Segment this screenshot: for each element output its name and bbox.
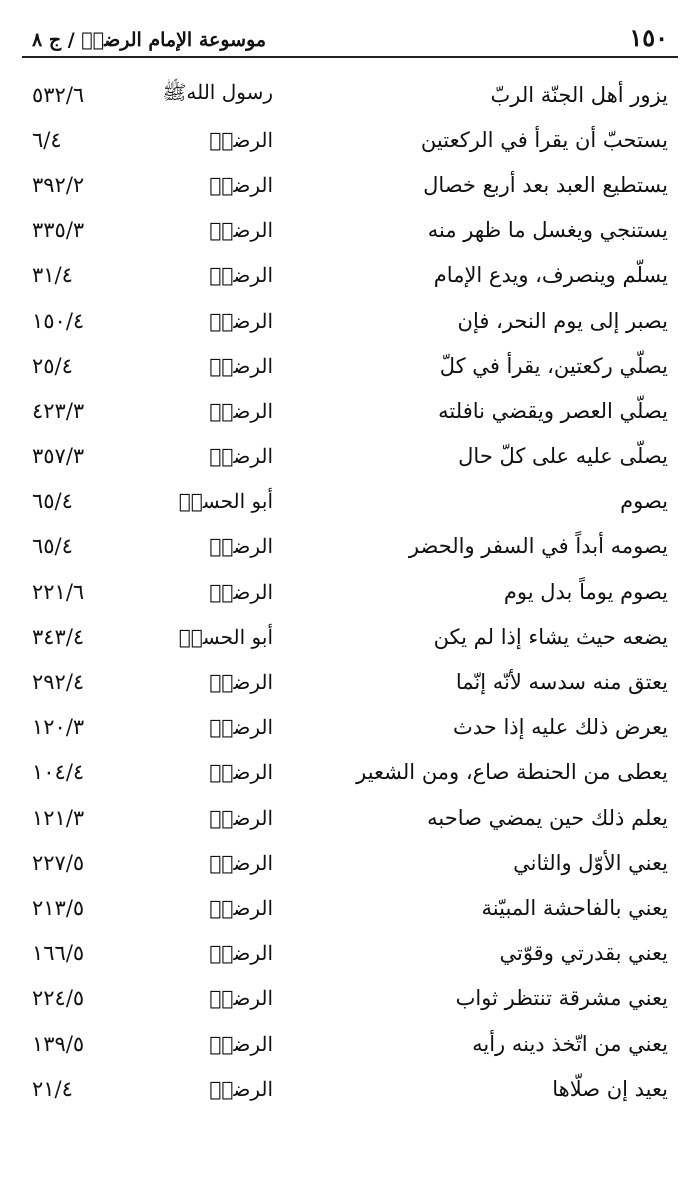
- entry-speaker: الرضاؑ: [209, 1031, 273, 1056]
- list-item: [22, 1066, 678, 1111]
- entry-reference: ٢٢٧/٥: [32, 850, 85, 875]
- running-title: موسوعة الإمام الرضاؑ / ج ٨: [32, 29, 267, 51]
- page-header: [22, 22, 678, 58]
- list-item: [22, 208, 678, 253]
- entry-text: يعني بالفاحشة المبيّنة: [481, 895, 668, 920]
- entry-speaker: الرضاؑ: [209, 534, 273, 559]
- entry-text: يصلّي العصر ويقضي نافلته: [438, 398, 668, 423]
- index-list: [22, 72, 678, 1111]
- list-item: [22, 885, 678, 930]
- entry-reference: ٢٥/٤: [32, 353, 73, 378]
- entry-reference: ٦/٤: [32, 127, 62, 152]
- entry-reference: ٣٩٢/٢: [32, 172, 85, 197]
- entry-reference: ٣١/٤: [32, 263, 73, 288]
- list-item: [22, 614, 678, 659]
- entry-speaker: الرضاؑ: [209, 172, 273, 197]
- entry-text: يصلّى عليه على كلّ حال: [458, 444, 668, 469]
- entry-reference: ٢١٣/٥: [32, 895, 85, 920]
- entry-speaker: الرضاؑ: [209, 398, 273, 423]
- entry-reference: ٤٢٣/٣: [32, 398, 85, 423]
- entry-speaker: الرضاؑ: [209, 805, 273, 830]
- entry-reference: ٦٥/٤: [32, 489, 73, 514]
- entry-text: يصومه أبداً في السفر والحضر: [408, 534, 668, 559]
- entry-reference: ٢٩٢/٤: [32, 670, 85, 695]
- entry-text: يعني بقدرتي وقوّتي: [499, 941, 668, 966]
- entry-text: يسلّم وينصرف، ويدع الإمام: [433, 263, 668, 288]
- entry-speaker: الرضاؑ: [209, 760, 273, 785]
- entry-speaker: الرضاؑ: [209, 218, 273, 243]
- entry-reference: ٢١/٤: [32, 1076, 73, 1101]
- list-item: [22, 840, 678, 885]
- list-item: [22, 705, 678, 750]
- entry-text: يعتق منه سدسه لأنّه إنّما: [455, 670, 668, 695]
- entry-speaker: الرضاؑ: [209, 579, 273, 604]
- list-item: [22, 931, 678, 976]
- entry-speaker: الرضاؑ: [209, 941, 273, 966]
- list-item: [22, 524, 678, 569]
- entry-speaker: رسول اللهﷺ: [162, 80, 273, 105]
- list-item: [22, 72, 678, 117]
- list-item: [22, 1021, 678, 1066]
- entry-speaker: الرضاؑ: [209, 1076, 273, 1101]
- entry-speaker: الرضاؑ: [209, 715, 273, 740]
- list-item: [22, 750, 678, 795]
- entry-speaker: الرضاؑ: [209, 127, 273, 152]
- entry-text: يضعه حيث يشاء إذا لم يكن: [433, 624, 668, 649]
- entry-reference: ٢٢٤/٥: [32, 986, 85, 1011]
- entry-text: يعني مشرقة تنتظر ثواب: [455, 986, 668, 1011]
- entry-speaker: الرضاؑ: [209, 444, 273, 469]
- entry-reference: ٢٢١/٦: [32, 579, 85, 604]
- entry-text: يصبر إلى يوم النحر، فإن: [457, 308, 668, 333]
- entry-text: يستطيع العبد بعد أربع خصال: [423, 172, 668, 197]
- entry-text: يصلّي ركعتين، يقرأ في كلّ: [439, 353, 668, 378]
- entry-speaker: الرضاؑ: [209, 895, 273, 920]
- list-item: [22, 569, 678, 614]
- list-item: [22, 976, 678, 1021]
- list-item: [22, 795, 678, 840]
- entry-reference: ٣٤٣/٤: [32, 624, 85, 649]
- list-item: [22, 659, 678, 704]
- entry-text: يعلم ذلك حين يمضي صاحبه: [427, 805, 668, 830]
- entry-text: يصوم يوماً بدل يوم: [503, 579, 668, 604]
- entry-text: يستنجي ويغسل ما ظهر منه: [427, 218, 668, 243]
- page-number: ١٥٠: [629, 23, 668, 52]
- entry-speaker: الرضاؑ: [209, 308, 273, 333]
- entry-speaker: الرضاؑ: [209, 353, 273, 378]
- list-item: [22, 388, 678, 433]
- list-item: [22, 253, 678, 298]
- entry-reference: ٦٥/٤: [32, 534, 73, 559]
- entry-reference: ١٣٩/٥: [32, 1031, 85, 1056]
- entry-reference: ١٠٤/٤: [32, 760, 85, 785]
- entry-speaker: الرضاؑ: [209, 850, 273, 875]
- list-item: [22, 479, 678, 524]
- entry-speaker: أبو الحسنؑ: [178, 489, 273, 514]
- entry-reference: ٥٣٢/٦: [32, 82, 85, 107]
- list-item: [22, 434, 678, 479]
- entry-reference: ١٢١/٣: [32, 805, 85, 830]
- entry-text: يعني من اتّخذ دينه رأيه: [472, 1031, 668, 1056]
- entry-text: يزور أهل الجنّة الربّ: [490, 82, 668, 107]
- list-item: [22, 117, 678, 162]
- list-item: [22, 162, 678, 207]
- entry-reference: ١٥٠/٤: [32, 308, 85, 333]
- entry-text: يصوم: [620, 489, 668, 514]
- entry-reference: ١٢٠/٣: [32, 715, 85, 740]
- list-item: [22, 343, 678, 388]
- entry-text: يعطى من الحنطة صاع، ومن الشعير: [356, 760, 668, 785]
- entry-text: يعيد إن صلّاها: [552, 1076, 668, 1101]
- entry-speaker: الرضاؑ: [209, 670, 273, 695]
- entry-speaker: الرضاؑ: [209, 263, 273, 288]
- entry-text: يعرض ذلك عليه إذا حدث: [453, 715, 668, 740]
- entry-text: يعني الأوّل والثاني: [513, 850, 668, 875]
- entry-text: يستحبّ أن يقرأ في الركعتين: [420, 127, 668, 152]
- entry-reference: ٣٥٧/٣: [32, 444, 85, 469]
- entry-reference: ٣٣٥/٣: [32, 218, 85, 243]
- entry-speaker: الرضاؑ: [209, 986, 273, 1011]
- entry-speaker: أبو الحسنؑ: [178, 624, 273, 649]
- entry-reference: ١٦٦/٥: [32, 941, 85, 966]
- list-item: [22, 298, 678, 343]
